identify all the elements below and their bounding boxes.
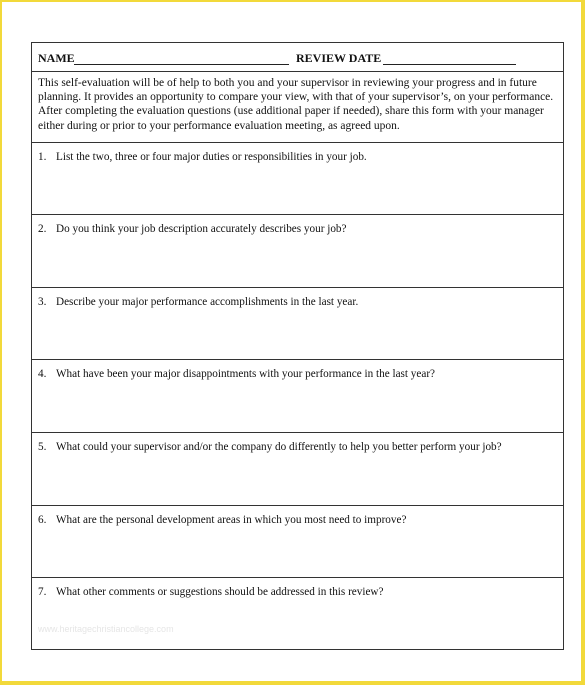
- question-label: What have been your major disappointments with your performance in the last year?: [56, 368, 436, 380]
- name-field-line[interactable]: [74, 64, 289, 65]
- question-label: What could your supervisor and/or the company do differently to help you better perform your job?: [56, 441, 502, 453]
- page: [2, 2, 581, 681]
- question-text: [38, 151, 367, 163]
- intro-row: [32, 72, 563, 143]
- question-text: [38, 514, 406, 526]
- question-row[interactable]: [32, 360, 563, 433]
- question-label: List the two, three or four major duties or responsibilities in your job.: [56, 151, 367, 163]
- watermark: www.heritagechristiancollege.com: [38, 624, 174, 634]
- question-row[interactable]: [32, 288, 563, 360]
- question-row[interactable]: [32, 578, 563, 651]
- question-text: [38, 586, 383, 598]
- review-date-label: REVIEW DATE: [296, 51, 382, 65]
- question-label: What are the personal development areas in which you most need to improve?: [56, 514, 407, 526]
- question-row[interactable]: [32, 433, 563, 506]
- question-row[interactable]: [32, 215, 563, 288]
- question-number: 1.: [38, 151, 47, 163]
- question-text: [38, 441, 502, 453]
- question-number: 4.: [38, 368, 47, 380]
- question-text: [38, 223, 347, 235]
- question-number: 3.: [38, 296, 47, 308]
- question-number: 5.: [38, 441, 47, 453]
- name-label: NAME: [38, 51, 75, 65]
- question-text: [38, 368, 435, 380]
- question-row[interactable]: [32, 506, 563, 578]
- question-row[interactable]: [32, 143, 563, 215]
- header-row: [32, 43, 563, 72]
- review-date-field-line[interactable]: [383, 64, 516, 65]
- question-number: 7.: [38, 586, 47, 598]
- question-label: Describe your major performance accomplishments in the last year.: [56, 296, 359, 308]
- question-text: [38, 296, 358, 308]
- question-number: 2.: [38, 223, 47, 235]
- self-evaluation-form: [31, 42, 564, 650]
- question-label: What other comments or suggestions should be addressed in this review?: [56, 586, 384, 598]
- question-label: Do you think your job description accurately describes your job?: [56, 223, 347, 235]
- intro-text: This self-evaluation will be of help to both you and your supervisor in reviewing your progress and in future planning. It provides an opportunity to compare your view, with that of your supervisor’s, on your performance. After completing the evaluation questions (use additional paper if needed), share this form with your manager either during or prior to your performance evaluation meeting, as agreed upon.: [38, 77, 554, 132]
- question-number: 6.: [38, 514, 47, 526]
